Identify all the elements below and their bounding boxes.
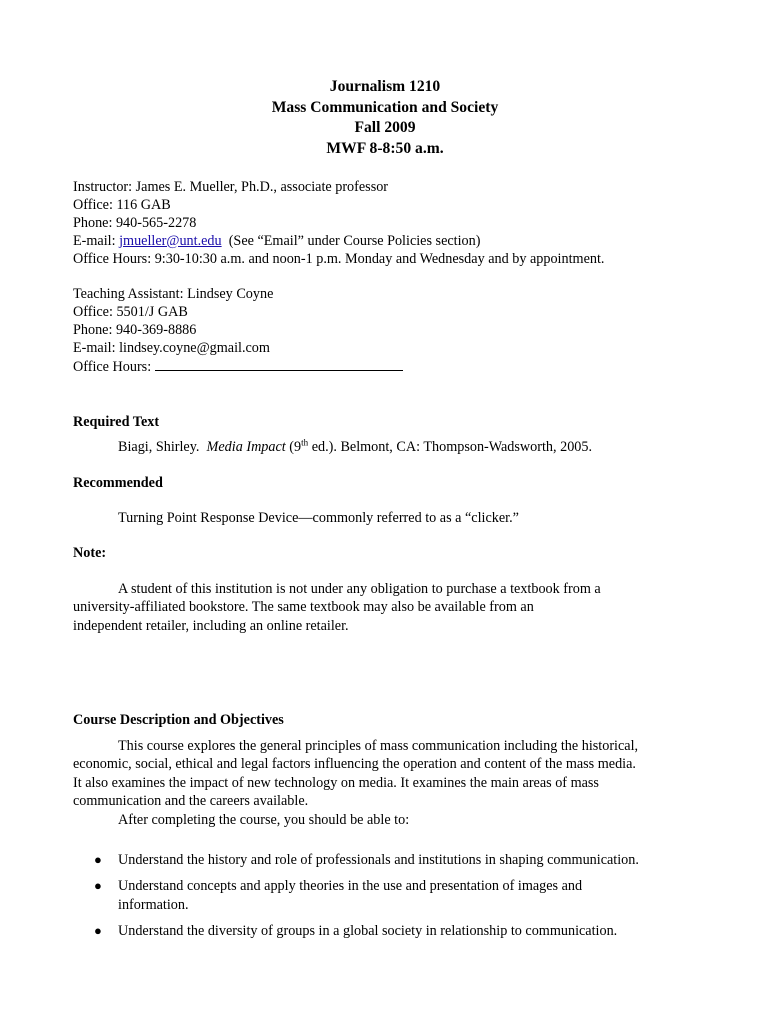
ta-office-hours — [73, 358, 403, 377]
note-line: A student of this institution is not under any obligation to purchase a textbook from a — [118, 581, 601, 597]
note-paragraph — [73, 580, 683, 635]
course-number: Journalism 1210 — [329, 78, 441, 95]
instructor-email-note: (See “Email” under Course Policies section) — [221, 232, 481, 249]
bullet-icon: ● — [94, 878, 102, 894]
citation-author: Biagi, Shirley. — [118, 439, 207, 455]
note-line: independent retailer, including an online retailer. — [73, 617, 349, 634]
description-line: economic, social, ethical and legal factors influencing the operation and content of the mass media. — [73, 756, 636, 773]
bullet-icon: ● — [94, 852, 102, 867]
description-line: This course explores the general principles of mass communication including the historical, — [118, 738, 639, 754]
instructor-email-label: E-mail: — [73, 232, 120, 249]
citation-book-title: Media Impact — [206, 439, 286, 455]
course-description-paragraph — [73, 737, 693, 829]
recommended-heading: Recommended — [73, 475, 163, 491]
instructor-email-link[interactable]: jmueller@unt.edu — [119, 232, 222, 249]
citation-publisher: ed.). Belmont, CA: Thompson-Wadsworth, 2005. — [308, 439, 593, 455]
instructor-phone: Phone: 940-565-2278 — [73, 214, 197, 231]
note-line: university-affiliated bookstore. The same textbook may also be available from an — [73, 599, 534, 616]
recommended-item: Turning Point Response Device—commonly referred to as a “clicker.” — [118, 510, 519, 526]
ta-office: Office: 5501/J GAB — [73, 303, 188, 320]
ta-office-hours-blank — [155, 358, 403, 371]
course-description-heading: Course Description and Objectives — [73, 712, 284, 728]
description-line: It also examines the impact of new technology on media. It examines the main areas of mass — [73, 774, 599, 791]
required-text-heading: Required Text — [73, 414, 160, 430]
ta-office-hours-label: Office Hours: — [73, 358, 155, 375]
instructor-office: Office: 116 GAB — [73, 196, 171, 213]
course-term: Fall 2009 — [354, 119, 416, 136]
course-schedule: MWF 8-8:50 a.m. — [326, 139, 444, 157]
objective-text: Understand the diversity of groups in a global society in relationship to communication. — [118, 923, 618, 940]
note-heading: Note: — [73, 545, 107, 561]
description-line: After completing the course, you should be able to: — [118, 811, 410, 828]
ta-phone: Phone: 940-369-8886 — [73, 321, 197, 338]
list-item — [73, 851, 693, 869]
list-item — [73, 877, 693, 914]
instructor-info — [73, 179, 604, 269]
ta-info — [73, 286, 403, 377]
objective-text: Understand the history and role of professionals and institutions in shaping communication. — [118, 852, 639, 868]
required-text-citation — [118, 439, 592, 456]
ta-name: Teaching Assistant: Lindsey Coyne — [73, 286, 274, 302]
objectives-list — [73, 851, 693, 949]
ta-email: E-mail: lindsey.coyne@gmail.com — [73, 339, 270, 356]
citation-edition-suffix: th — [301, 437, 309, 448]
instructor-office-hours: Office Hours: 9:30-10:30 a.m. and noon-1 p.m. Monday and Wednesday and by appointment. — [73, 250, 605, 267]
list-item — [73, 922, 693, 940]
description-line: communication and the careers available. — [73, 793, 309, 810]
bullet-icon: ● — [94, 923, 102, 939]
objective-text: Understand concepts and apply theories in the use and presentation of images and — [118, 878, 583, 895]
citation-edition: (9 — [285, 439, 302, 455]
instructor-name: Instructor: James E. Mueller, Ph.D., associate professor — [73, 179, 389, 195]
instructor-email-line — [73, 233, 604, 251]
title-block — [0, 77, 770, 159]
course-name: Mass Communication and Society — [271, 98, 499, 116]
objective-text: information. — [118, 896, 189, 913]
